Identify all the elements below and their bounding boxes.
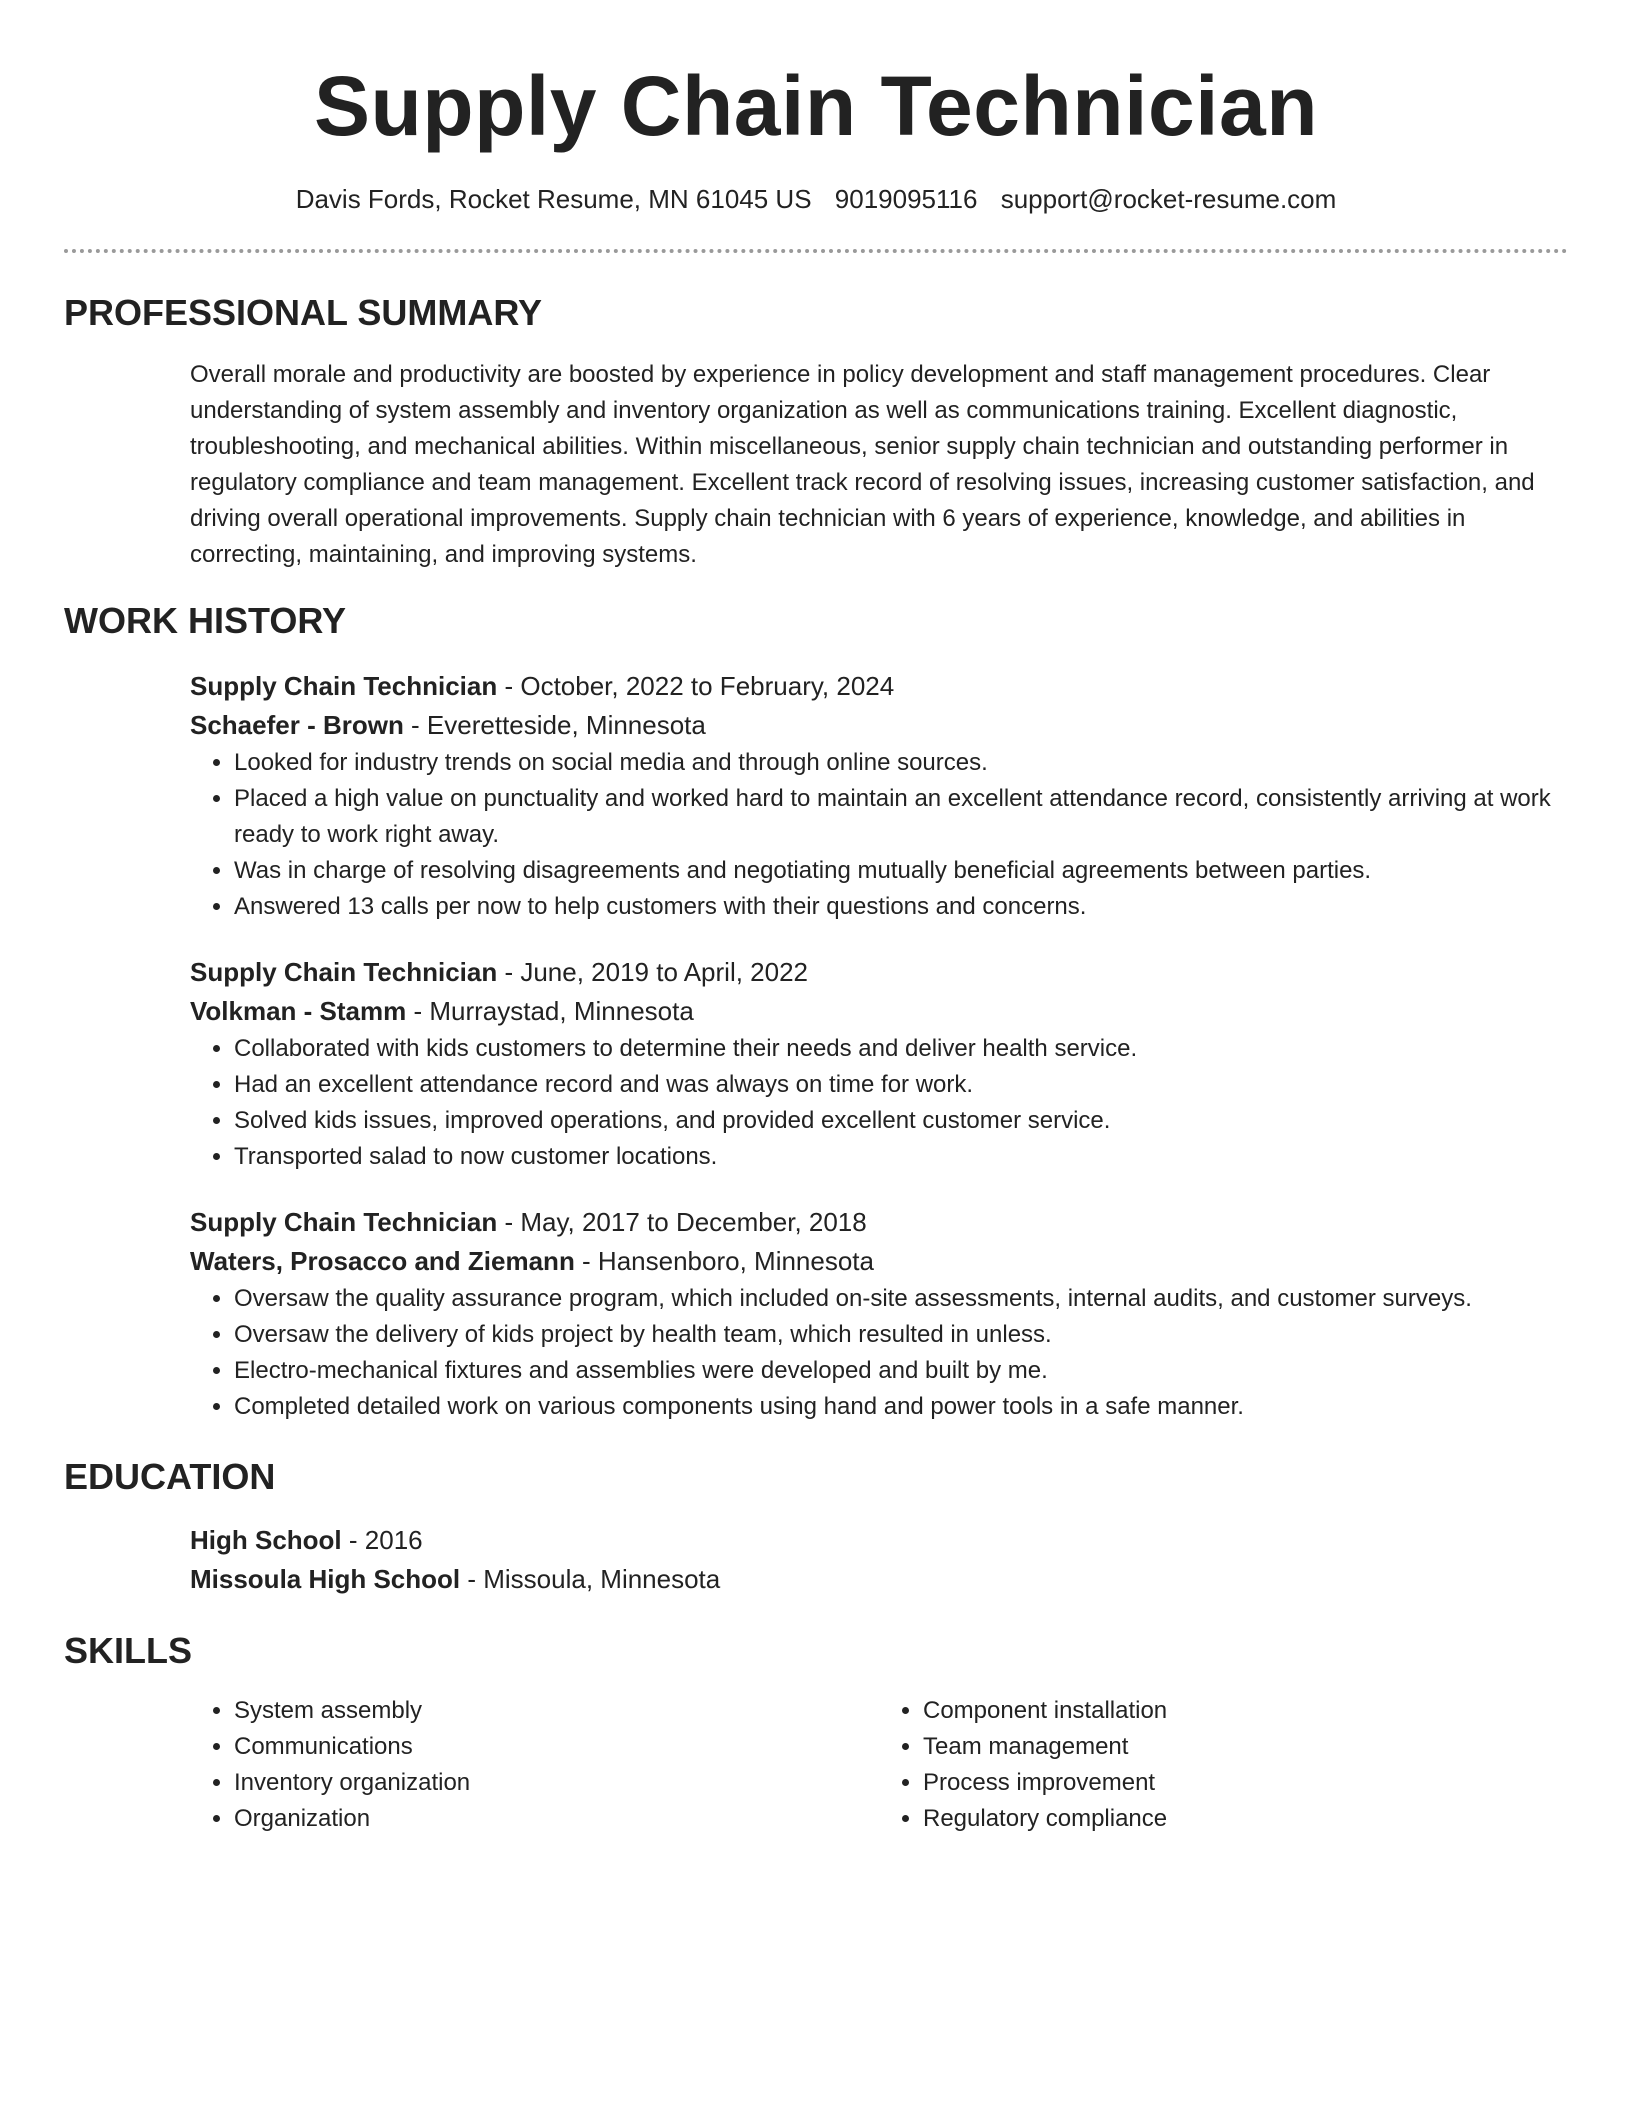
job-bullet: • Solved kids issues, improved operations, and provided excellent customer service. [234, 1103, 1568, 1139]
job-entry [190, 667, 1568, 925]
job-role: Supply Chain Technician [190, 1207, 498, 1237]
job-location: - Everetteside, Minnesota [403, 710, 706, 740]
job-role: Supply Chain Technician [190, 957, 498, 987]
skill-item: • Team management [923, 1729, 1568, 1765]
job-bullet: • Electro-mechanical fixtures and assemblies were developed and built by me. [234, 1353, 1568, 1389]
job-bullet: • Collaborated with kids customers to determine their needs and deliver health service. [234, 1031, 1568, 1067]
job-role-line [190, 953, 1568, 992]
skill-item: • System assembly [234, 1693, 879, 1729]
job-bullet: • Was in charge of resolving disagreements and negotiating mutually beneficial agreements between parties. [234, 853, 1568, 889]
job-dates: - October, 2022 to February, 2024 [497, 671, 895, 701]
contact-line [64, 181, 1568, 217]
candidate-name: Supply Chain Technician [313, 59, 1319, 153]
contact-email: support@rocket-resume.com [1000, 184, 1337, 214]
education-year: - 2016 [341, 1525, 423, 1555]
skills-grid [190, 1693, 1568, 1837]
education-degree: High School [190, 1525, 342, 1555]
skill-item: • Organization [234, 1801, 879, 1837]
job-bullets [190, 745, 1568, 925]
job-dates: - May, 2017 to December, 2018 [497, 1207, 867, 1237]
education-school: Missoula High School [190, 1564, 461, 1594]
job-bullet: • Completed detailed work on various components using hand and power tools in a safe manner. [234, 1389, 1568, 1425]
education-degree-line [190, 1521, 1568, 1560]
contact-phone: 9019095116 [834, 184, 978, 214]
job-bullet: • Transported salad to now customer locations. [234, 1139, 1568, 1175]
summary-text: Overall morale and productivity are boosted by experience in policy development and staff management procedures. Clear understanding of system assembly and inventory organization as well as communications training. Excellent diagnostic, troubleshooting, and mechanical abilities. Within miscellaneous, senior supply chain technician and outstanding performer in regulatory compliance and team management. Excellent track record of resolving issues, increasing customer satisfaction, and driving overall operational improvements. Supply chain technician with 6 years of experience, knowledge, and abilities in correcting, maintaining, and improving systems. [190, 361, 1535, 568]
job-bullets [190, 1031, 1568, 1175]
job-bullet: • Placed a high value on punctuality and worked hard to maintain an excellent attendance record, consistently arriving at work ready to work right away. [234, 781, 1568, 853]
job-company-line [190, 706, 1568, 745]
section-title-work-history: WORK HISTORY [64, 600, 347, 641]
job-location: - Hansenboro, Minnesota [574, 1246, 874, 1276]
job-role: Supply Chain Technician [190, 671, 498, 701]
skills-column-right [879, 1693, 1568, 1837]
work-history-list [190, 667, 1568, 1425]
education-location: - Missoula, Minnesota [460, 1564, 721, 1594]
section-title-education: EDUCATION [64, 1456, 276, 1497]
contact-address: Davis Fords, Rocket Resume, MN 61045 US [295, 184, 812, 214]
skill-item: • Communications [234, 1729, 879, 1765]
job-dates: - June, 2019 to April, 2022 [497, 957, 809, 987]
job-role-line [190, 1203, 1568, 1242]
job-location: - Murraystad, Minnesota [406, 996, 694, 1026]
job-bullet: • Oversaw the quality assurance program, which included on-site assessments, internal audits, and customer surveys. [234, 1281, 1568, 1317]
section-title-summary: PROFESSIONAL SUMMARY [64, 292, 543, 333]
skill-item: • Inventory organization [234, 1765, 879, 1801]
job-entry [190, 953, 1568, 1175]
job-company: Waters, Prosacco and Ziemann [190, 1246, 575, 1276]
job-company: Volkman - Stamm [190, 996, 407, 1026]
skills-column-left [190, 1693, 879, 1837]
section-title-skills: SKILLS [64, 1630, 193, 1671]
skill-item: • Regulatory compliance [923, 1801, 1568, 1837]
job-bullet: • Answered 13 calls per now to help customers with their questions and concerns. [234, 889, 1568, 925]
header-divider [64, 249, 1568, 253]
job-bullets [190, 1281, 1568, 1425]
job-bullet: • Had an excellent attendance record and was always on time for work. [234, 1067, 1568, 1103]
job-role-line [190, 667, 1568, 706]
job-bullet: • Looked for industry trends on social media and through online sources. [234, 745, 1568, 781]
education-school-line [190, 1560, 1568, 1599]
job-company-line [190, 1242, 1568, 1281]
job-company-line [190, 992, 1568, 1031]
skill-item: • Process improvement [923, 1765, 1568, 1801]
job-entry [190, 1203, 1568, 1425]
job-company: Schaefer - Brown [190, 710, 404, 740]
job-bullet: • Oversaw the delivery of kids project by health team, which resulted in unless. [234, 1317, 1568, 1353]
skill-item: • Component installation [923, 1693, 1568, 1729]
education-entry [190, 1521, 1568, 1599]
